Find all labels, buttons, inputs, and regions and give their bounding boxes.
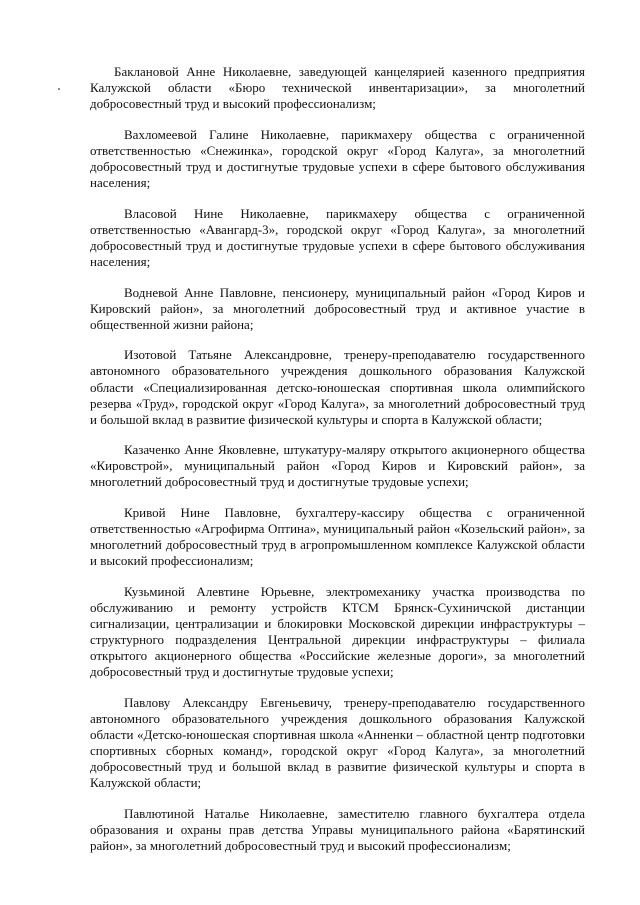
award-paragraph-vodneva: Водневой Анне Павловне, пенсионеру, муниципальный район «Город Киров и Кировский район», за многолетний добросовестный труд и активное участие в общественной жизни района; <box>90 284 585 332</box>
award-paragraph-krivaya: Кривой Нине Павловне, бухгалтеру-кассиру общества с ограниченной ответственностью «Агрофирма Оптина», муниципальный район «Козельский район», за многолетний добросовестный труд в агропромышленном комплексе Калужской области и высокий профессионализм; <box>90 505 585 569</box>
award-paragraph-pavlyutina: Павлютиной Наталье Николаевне, заместителю главного бухгалтера отдела образования и охраны прав детства Управы муниципального района «Барятинский район», за многолетний добросовестный труд и высокий профессионализм; <box>90 806 585 854</box>
award-paragraph-pavlov: Павлову Александру Евгеньевичу, тренеру-преподавателю государственного автономного образовательного учреждения дошкольного образования Калужской области «Детско-юношеская спортивная школа «Анненки – областной центр подготовки спортивных сборных команд», городской округ «Город Калуга», за многолетний добросовестный труд и большой вклад в развитие физической культуры и спорта в Калужской области; <box>90 695 585 791</box>
award-paragraph-kuzmina: Кузьминой Алевтине Юрьевне, электромеханику участка производства по обслуживанию и ремонту устройств КТСМ Брянск-Сухиничской дистанции сигнализации, централизации и блокировки Московской дирекции инфраструктуры – структурного подразделения Центральной дирекции инфраструктуры – филиала открытого акционерного общества «Российские железные дороги», за многолетний добросовестный труд и достигнутые трудовые успехи; <box>90 583 585 680</box>
award-paragraph-kazachenko: Казаченко Анне Яковлевне, штукатуру-маляру открытого акционерного общества «Кировстрой», муниципальный район «Город Киров и Кировский район», за многолетний добросовестный труд и достигнутые трудовые успехи; <box>90 442 585 490</box>
award-paragraph-vakhlomeeva: Вахломеевой Галине Николаевне, парикмахеру общества с ограниченной ответственностью «Снежинка», городской округ «Город Калуга», за многолетний добросовестный труд и достигнутые трудовые успехи в сфере бытового обслуживания населения; <box>90 126 585 191</box>
document-page <box>90 64 585 869</box>
award-paragraph-vlasova: Власовой Нине Николаевне, парикмахеру общества с ограниченной ответственностью «Авангард-3», городской округ «Город Калуга», за многолетний добросовестный труд и достигнутые трудовые успехи в сфере бытового обслуживания населения; <box>90 205 585 269</box>
award-paragraph-izotova: Изотовой Татьяне Александровне, тренеру-преподавателю государственного автономного образовательного учреждения дошкольного образования Калужской области «Специализированная детско-юношеская спортивная школа олимпийского резерва «Труд», городской округ «Город Калуга», за многолетний добросовестный труд и большой вклад в развитие физической культуры и спорта в Калужской области; <box>90 347 585 427</box>
award-paragraph-baklanova: Баклановой Анне Николаевне, заведующей канцелярией казенного предприятия Калужской области «Бюро технической инвентаризации», за многолетний добросовестный труд и высокий профессионализм; <box>90 64 585 112</box>
scan-speck <box>58 88 60 90</box>
